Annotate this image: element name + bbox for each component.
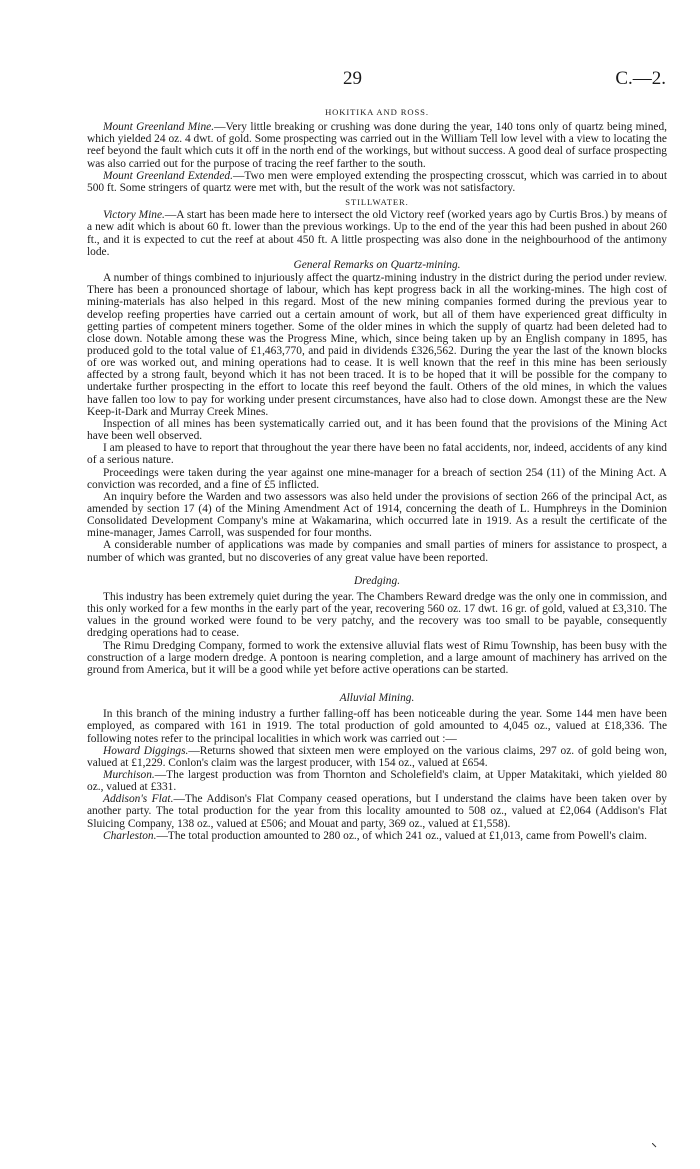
paragraph-mount-greenland [87, 121, 667, 170]
paragraph-lead: Victory Mine. [103, 209, 165, 222]
paragraph: Inspection of all mines has been systematically carried out, and it has been found that the provisions of the Mining Act have been well observed. [87, 417, 667, 443]
section-heading-dredging: Dredging. [353, 574, 401, 587]
section-heading-alluvial-mining: Alluvial Mining. [339, 692, 415, 705]
paragraph-victory-mine [87, 209, 667, 258]
section-heading-general-remarks: General Remarks on Quartz-mining. [293, 258, 461, 271]
paragraph-charleston [87, 830, 667, 842]
paragraph-lead: Mount Greenland Extended. [103, 169, 233, 182]
paragraph: I am pleased to have to report that throughout the year there have been no fatal accidents, nor, indeed, accidents of any kind of a serious nature. [87, 442, 667, 467]
paragraph-text: —A start has been made here to intersect the old Victory reef (worked years ago by Curtis Bros.) by means of a new adit which is about 60 ft. lower than the previous workings. Up to the end of the year this had been pushed in about 260 ft., and it is expected to cut the reef at about 450 ft. A little prospecting was also done in the neighbourhood of the antimony lode. [87, 209, 667, 258]
section-heading-hokitika-ross: HOKITIKA AND ROSS. [325, 107, 429, 117]
paragraph: The Rimu Dredging Company, formed to work the extensive alluvial flats west of Rimu Township, has been busy with the construction of a large modern dredge. A pontoon is nearing completion, and a large amount of machinery has arrived on the ground from America, but it will be a good while yet before active operations can be started. [87, 639, 667, 676]
paragraph-lead: Murchison. [103, 768, 155, 781]
paragraph-lead: Howard Diggings. [103, 744, 189, 757]
paragraph-lead: Addison's Flat. [103, 793, 174, 806]
paragraph-text: —The total production amounted to 280 oz., of which 241 oz., valued at £1,013, came from Powell's claim. [156, 829, 647, 842]
paragraph: A number of things combined to injuriously affect the quartz-mining industry in the district during the period under review. There has been a pronounced shortage of labour, which has kept progress back in all the working-mines. The high cost of mining-materials has also helped in this regard. Most of the new mining companies formed during the previous year to develop reefing properties have carried out a certain amount of work, but all of them have experienced great difficulty in getting parties of competent miners together. Some of the older mines in which the supply of quartz had been deleted had to close down. Notable among these was the Progress Mine, which, since being taken up by an English company in 1895, has produced gold to the total value of £1,463,770, and paid in dividends £326,562. During the year the last of the known blocks of ore was worked out, and mining operations had to cease. It is well known that the reef in this mine has been seriously affected by a strong fault, beyond which it has not been traced. It is to be hoped that it will be possible for the company to undertake further prospecting in the effort to locate this reef beyond the fault. Others of the old mines, in which the values have fallen too low to pay for working under present circumstances, have also had to close down. Amongst these are the New Keep-it-Dark and Murray Creek Mines. [87, 272, 667, 418]
paragraph-text: —The Addison's Flat Company ceased operations, but I understand the claims have been taken over by another party. The total production for the year from this locality amounted to 508 oz., valued at £2,064 (Addison's Flat Sluicing Company, 138 oz., valued at £506; and Mouat and party, 369 oz., valued at £1,558). [87, 793, 668, 830]
paragraph: In this branch of the mining industry a further falling-off has been noticeable during the year. Some 144 men have been employed, as compared with 161 in 1919. The total production of gold amounted to 4,045 oz., valued at £18,336. The following notes refer to the principal localities in which work was carried out :— [87, 708, 667, 745]
paragraph-text: —The largest production was from Thornton and Scholefield's claim, at Upper Matakitaki, which yielded 80 oz., valued at £331. [87, 768, 667, 794]
paragraph: An inquiry before the Warden and two assessors was also held under the provisions of section 266 of the principal Act, as amended by section 17 (4) of the Mining Amendment Act of 1914, concerning the death of L. Humphreys in the Dominion Consolidated Development Company's mine at Wakamarina, which occurred late in 1919. As a result the certificate of the mine-manager, James Carroll, was suspended for four months. [87, 490, 667, 540]
page-number: 29 [343, 68, 362, 89]
paragraph-addisons-flat [87, 793, 667, 829]
paragraph-mount-greenland-extended [87, 170, 667, 194]
paragraph-text: —Very little breaking or crushing was done during the year, 140 tons only of quartz being mined, which yielded 24 oz. 4 dwt. of gold. Some prospecting was carried out in the William Tell low level with a view to locating the reef beyond the fault which cuts it off in the north end of the workings, but without success. A good deal of surface prospecting was also carried out for the purpose of tracing the reef farther to the south. [87, 121, 667, 170]
paragraph-lead: Mount Greenland Mine. [103, 121, 215, 134]
paragraph: Proceedings were taken during the year against one mine-manager for a breach of section 254 (11) of the Mining Act. A conviction was recorded, and a fine of £5 inflicted. [87, 466, 667, 491]
paragraph-lead: Charleston. [103, 829, 157, 842]
paragraph-text: —Two men were employed extending the prospecting crosscut, which was carried in to about 500 ft. Some stringers of quartz were met with, but the result of the work was not satisfactory. [87, 169, 668, 194]
paragraph-howard-diggings [87, 745, 667, 769]
page-header [0, 68, 700, 92]
paragraph-text: —Returns showed that sixteen men were employed on the various claims, 297 oz. of gold being won, valued at £1,229. Conlon's claim was the largest producer, with 154 oz., valued at £654. [87, 744, 667, 769]
report-reference: C.—2. [615, 68, 666, 89]
paragraph: This industry has been extremely quiet during the year. The Chambers Reward dredge was the only one in commission, and this only worked for a few months in the early part of the year, recovering 560 oz. 17 dwt. 16 gr. of gold, valued at £3,310. The values in the ground worked were found to be very patchy, and the recovery was too small to be payable, consequently dredging operations had to cease. [87, 590, 667, 640]
section-heading-stillwater: STILLWATER. [345, 197, 409, 208]
page-body [87, 106, 667, 842]
paragraph-murchison [87, 769, 667, 793]
scan-speck [652, 1143, 657, 1148]
paragraph: A considerable number of applications was made by companies and small parties of miners for assistance to prospect, a number of which was granted, but no discoveries of any great value have been reported. [87, 539, 667, 564]
